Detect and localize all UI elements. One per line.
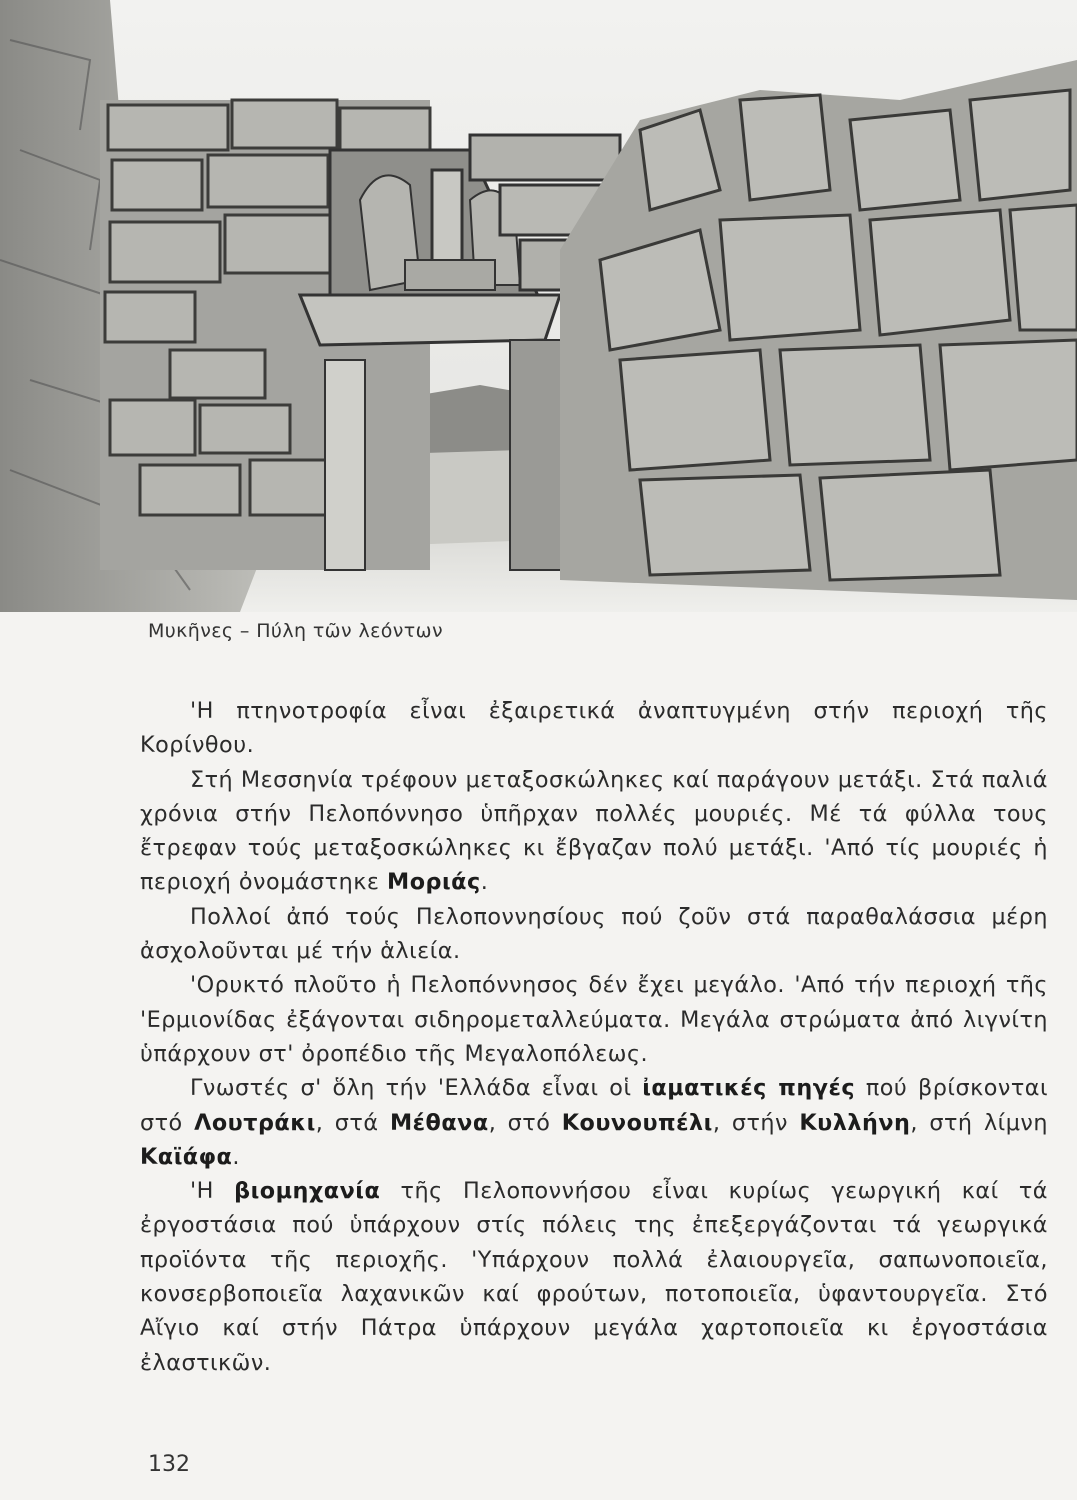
bold-term: Λουτράκι bbox=[194, 1109, 316, 1136]
text-run: , στά bbox=[315, 1109, 390, 1136]
paragraph bbox=[140, 900, 1048, 969]
bold-term: ἰαματικές πηγές bbox=[642, 1075, 856, 1102]
text-run: πού βρίσκονται στό bbox=[140, 1075, 1048, 1136]
text-run: , στή λίμνη bbox=[910, 1109, 1048, 1136]
bold-term: Καϊάφα bbox=[140, 1143, 233, 1170]
bold-term: βιομηχανία bbox=[234, 1178, 381, 1205]
text-run: Πολλοί ἀπό τούς Πελοποννησίους πού ζοῦν στά παραθαλάσσια μέρη ἀσχολοῦνται μέ τήν ἁλιεία. bbox=[140, 903, 1048, 965]
text-run: , στήν bbox=[712, 1109, 800, 1136]
text-run: . bbox=[480, 869, 489, 896]
text-run: 'Ορυκτό πλοῦτο ἡ Πελοπόννησος δέν ἔχει μεγάλο. 'Από τήν περιοχή τῆς 'Ερμιονίδας ἐξάγονται σιδηρομεταλλεύματα. Μεγάλα στρώματα ἀπό λιγνίτη ὑπάρχουν στ' ὀροπέδιο τῆς Μεγαλοπόλεως. bbox=[140, 972, 1048, 1067]
text-run: 'Η πτηνοτροφία εἶναι ἐξαιρετικά ἀναπτυγμένη στήν περιοχή τῆς Κορίνθου. bbox=[140, 698, 1048, 759]
bold-term: Κυλλήνη bbox=[799, 1109, 911, 1136]
photo-caption: Μυκῆνες – Πύλη τῶν λεόντων bbox=[148, 620, 443, 642]
paragraph bbox=[140, 968, 1048, 1071]
page-number: 132 bbox=[148, 1452, 190, 1477]
text-run: , στό bbox=[488, 1109, 562, 1136]
photograph-image bbox=[0, 0, 1077, 612]
text-run: 'Η bbox=[190, 1178, 235, 1205]
text-run: . bbox=[232, 1143, 240, 1170]
text-run: Στή Μεσσηνία τρέφουν μεταξοσκώληκες καί παράγουν μετάξι. Στά παλιά χρόνια στήν Πελοπόννησο ὑπῆρχαν πολλές μουριές. Μέ τά φύλλα τους ἔτρεφαν τούς μεταξοσκώληκες κι ἔβγαζαν πολύ μετάξι. 'Από τίς μουριές ἡ περιοχή ὀνομάστηκε bbox=[140, 766, 1048, 896]
paragraph bbox=[140, 694, 1048, 763]
text-run: Γνωστές σ' ὅλη τήν 'Ελλάδα εἶναι οἱ bbox=[190, 1075, 643, 1102]
bold-term: Κουνουπέλι bbox=[561, 1109, 713, 1136]
body-text bbox=[140, 694, 1048, 1380]
bold-term: Μοριάς bbox=[387, 869, 481, 896]
paragraph bbox=[140, 763, 1048, 900]
paragraph bbox=[140, 1071, 1048, 1174]
photograph-lion-gate bbox=[0, 0, 1077, 612]
text-run: τῆς Πελοποννήσου εἶναι κυρίως γεωργική καί τά ἐργοστάσια πού ὑπάρχουν στίς πόλεις της ἐπεξεργάζονται τά γεωργικά προϊόντα τῆς περιοχῆς. 'Υπάρχουν πολλά ἐλαιουργεῖα, σαπωνοποιεῖα, κονσερβοποιεῖα λαχανικῶν καί φρούτων, ποτοποιεῖα, ὑφαντουργεῖα. Στό Αἴγιο καί στήν Πάτρα ὑπάρχουν μεγάλα χαρτοποιεῖα κι ἐργοστάσια ἐλαστικῶν. bbox=[140, 1178, 1049, 1376]
bold-term: Μέθανα bbox=[389, 1109, 489, 1136]
paragraph bbox=[140, 1174, 1048, 1380]
